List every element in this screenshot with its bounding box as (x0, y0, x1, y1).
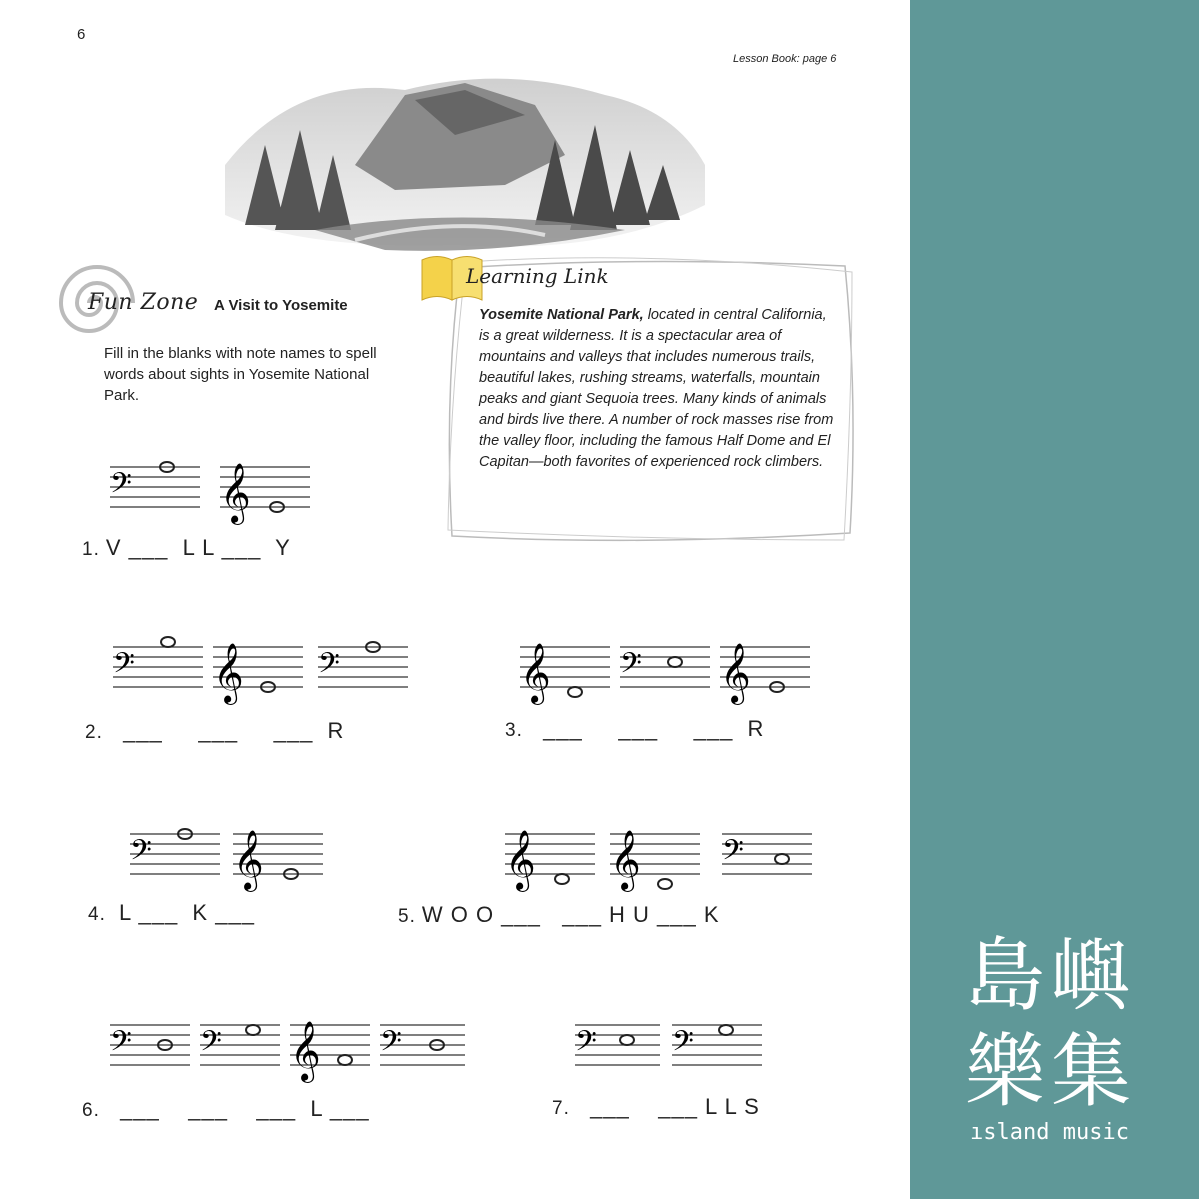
exercise-6 (82, 1096, 370, 1122)
svg-text:𝄢: 𝄢 (110, 1025, 132, 1065)
exercise-number: 4. (88, 904, 106, 925)
exercise-5 (398, 902, 720, 928)
learning-link-lead: Yosemite National Park, (479, 307, 644, 323)
svg-text:𝄢: 𝄢 (113, 647, 135, 687)
staff-ex3 (515, 635, 820, 705)
staff-ex4 (125, 822, 330, 892)
fun-zone-instructions: Fill in the blanks with note names to spell words about sights in Yosemite National Park. (104, 345, 377, 404)
staff-ex6 (105, 1013, 470, 1083)
exercise-number: 5. (398, 906, 416, 927)
exercise-number: 7. (552, 1098, 570, 1119)
exercise-4 (88, 900, 255, 926)
staff-ex7 (570, 1013, 770, 1083)
exercise-text: ___ ___ ___ R (528, 716, 765, 741)
exercise-text: ___ ___ ___ R (108, 718, 345, 743)
svg-text:𝄢: 𝄢 (575, 1025, 597, 1065)
svg-text:𝄢: 𝄢 (672, 1025, 694, 1065)
svg-text:𝄢: 𝄢 (110, 467, 132, 507)
exercise-3 (505, 716, 764, 742)
exercise-text: V ___ L L ___ Y (105, 535, 291, 560)
svg-text:𝄞: 𝄞 (505, 830, 536, 890)
svg-text:𝄞: 𝄞 (520, 643, 551, 703)
svg-text:𝄞: 𝄞 (220, 463, 251, 523)
exercise-2 (85, 718, 344, 744)
svg-text:𝄢: 𝄢 (380, 1025, 402, 1065)
exercise-number: 3. (505, 720, 523, 741)
svg-text:𝄞: 𝄞 (290, 1021, 321, 1081)
exercise-number: 2. (85, 722, 103, 743)
svg-text:𝄢: 𝄢 (130, 834, 152, 874)
lesson-reference: Lesson Book: page 6 (733, 53, 837, 65)
page-number: 6 (77, 26, 86, 43)
svg-text:𝄞: 𝄞 (213, 643, 244, 703)
brand-logo-chinese: 島嶼樂集 (965, 929, 1137, 1118)
svg-text:𝄞: 𝄞 (610, 830, 641, 890)
learning-link-body: located in central California, is a great wilderness. It is a spectacular area of mountains and valleys that includes numerous trails, beautiful lakes, rushing streams, waterfalls, mountain peaks and giant Sequoia trees. Many kinds of animals and birds live there. A number of rock masses rise from the valley floor, including the famous Half Dome and El Capitan—both favorites of experienced rock climbers. (479, 307, 834, 470)
staff-ex2 (108, 635, 418, 705)
svg-text:𝄢: 𝄢 (620, 647, 642, 687)
svg-text:𝄞: 𝄞 (720, 643, 751, 703)
exercise-7 (552, 1094, 760, 1120)
exercise-text: L ___ K ___ (111, 900, 255, 925)
fun-zone-subtitle: A Visit to Yosemite (214, 297, 348, 314)
exercise-number: 1. (82, 539, 100, 560)
exercise-text: ___ ___ ___ L ___ (105, 1096, 370, 1121)
svg-text:𝄞: 𝄞 (233, 830, 264, 890)
svg-text:𝄢: 𝄢 (200, 1025, 222, 1065)
staff-ex5 (500, 822, 820, 892)
svg-text:𝄢: 𝄢 (722, 834, 744, 874)
svg-text:𝄢: 𝄢 (318, 647, 340, 687)
exercise-1 (82, 535, 291, 561)
exercise-text: W O O ___ ___ H U ___ K (421, 902, 720, 927)
fun-zone-title: Fun Zone (88, 290, 199, 315)
brand-logo-english: ısland music (970, 1120, 1129, 1145)
yosemite-illustration (205, 55, 715, 255)
exercise-number: 6. (82, 1100, 100, 1121)
staff-ex1 (105, 455, 315, 525)
exercise-text: ___ ___ L L S (575, 1094, 760, 1119)
learning-link-title: Learning Link (466, 264, 609, 288)
learning-link-text (479, 305, 839, 473)
